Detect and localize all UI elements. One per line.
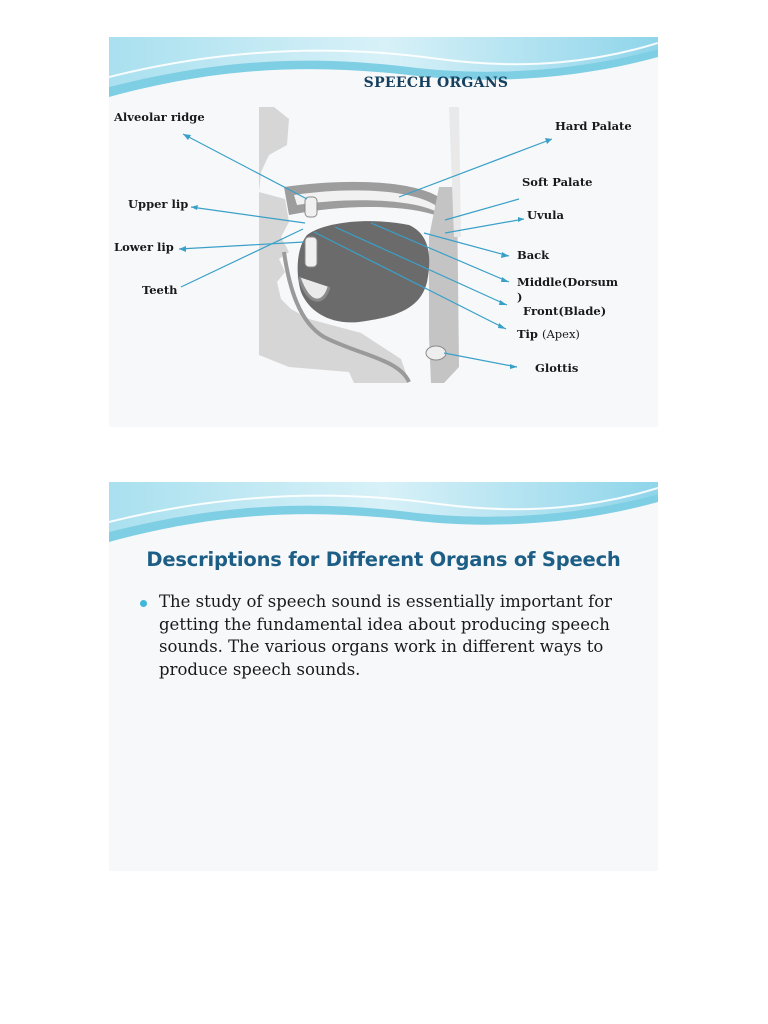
- label-upper-lip: Upper lip: [128, 197, 189, 211]
- label-lower-lip: Lower lip: [114, 240, 174, 254]
- slide-speech-organs: [109, 37, 658, 427]
- slide-title: Descriptions for Different Organs of Speech: [146, 548, 621, 571]
- header-wave-decoration: [109, 482, 658, 552]
- label-middle: Middle(Dorsum: [517, 275, 619, 289]
- label-front: Front(Blade): [523, 304, 607, 318]
- glottis-shape: [426, 346, 446, 360]
- upper-teeth: [305, 197, 317, 217]
- label-glottis: Glottis: [535, 361, 579, 375]
- label-uvula: Uvula: [527, 208, 564, 222]
- slide-descriptions: [109, 482, 658, 871]
- bullet-text: The study of speech sound is essentially important for getting the fundamental idea about producing speech sounds. The various organs work in different ways to produce speech sounds.: [159, 592, 613, 679]
- bullet-dot-icon: [140, 600, 147, 607]
- lower-teeth: [305, 237, 317, 267]
- tongue-shape: [298, 221, 430, 322]
- label-soft-palate: Soft Palate: [522, 175, 593, 189]
- label-tip-apex: (Apex): [541, 327, 580, 341]
- bullet-item: [140, 591, 645, 681]
- label-alveolar-ridge: Alveolar ridge: [114, 110, 205, 124]
- label-tip: [517, 327, 580, 341]
- label-back: Back: [517, 248, 550, 262]
- label-teeth: Teeth: [142, 283, 178, 297]
- label-hard-palate: Hard Palate: [555, 119, 632, 133]
- label-tip-word: Tip: [517, 327, 538, 341]
- slide-title: SPEECH ORGANS: [363, 75, 509, 91]
- label-middle-cont: ): [517, 290, 523, 304]
